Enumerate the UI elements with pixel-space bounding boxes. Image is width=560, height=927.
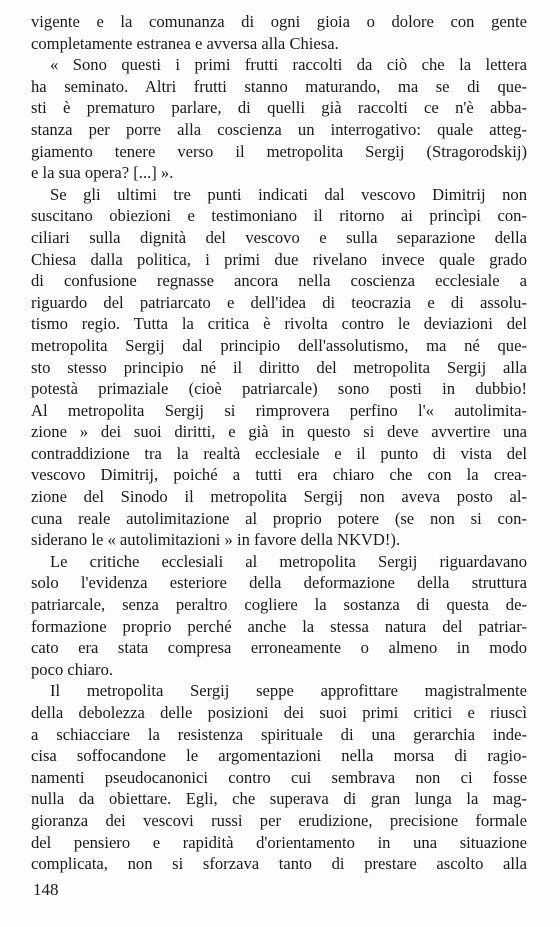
text-line: poco chiaro. — [31, 659, 114, 679]
text-line: potestà primaziale (cioè patriarcale) sono posti in dubbio! — [31, 379, 527, 399]
text-line: cato era stata compresa erroneamente o almeno in modo — [31, 638, 527, 658]
text-line: della debolezza delle posizioni dei suoi primi critici e riuscì — [31, 703, 527, 722]
text-line: solo l'evidenza esteriore della deformazione della struttura — [31, 573, 527, 593]
text-line: formazione proprio perché anche la stessa natura del patriar- — [31, 616, 527, 636]
text-line: zione del Sinodo il metropolita Sergij non aveva posto al- — [31, 487, 527, 507]
text-line: cisa soffocandone le argomentazioni nella morsa di ragio- — [31, 746, 527, 766]
text-line: tismo regio. Tutta la critica è rivolta contro le deviazioni del — [31, 314, 527, 334]
text-line: namenti pseudocanonici contro cui sembrava non ci fosse — [31, 767, 527, 787]
text-line: sto stesso principio né il diritto del metropolita Sergij alla — [31, 357, 527, 377]
text-line: e la sua opera? [...] ». — [31, 163, 174, 183]
paragraph — [31, 184, 527, 551]
text-line: gioranza dei vescovi russi per erudizione, precisione formale — [31, 810, 527, 830]
text-line: giamento tenere verso il metropolita Sergij (Stragorodskij) — [31, 141, 527, 161]
text-line: vigente e la comunanza di ogni gioia o dolore con gente — [31, 12, 527, 31]
paragraph — [31, 11, 527, 54]
text-line: nulla da obiettare. Egli, che superava di gran lunga la mag- — [31, 789, 527, 809]
text-line: completamente estranea e avversa alla Chiesa. — [31, 33, 339, 53]
text-line: Chiesa dalla politica, i primi due rivelano invece quale grado — [31, 249, 527, 269]
text-line: Il metropolita Sergij seppe approfittare magistralmente — [50, 681, 527, 701]
text-line: riguardo del patriarcato e dell'idea di teocrazia e di assolu- — [31, 292, 527, 312]
text-line: ciliari sulla dignità del vescovo e sulla separazione della — [31, 227, 527, 247]
text-line: contraddizione tra la realtà ecclesiale e il punto di vista del — [31, 443, 527, 463]
paragraph — [31, 54, 527, 184]
paragraph — [31, 680, 527, 874]
body-text — [31, 11, 527, 875]
text-line: patriarcale, senza peraltro cogliere la sostanza di questa de- — [31, 595, 527, 615]
text-line: stanza per porre alla coscienza un interrogativo: quale atteg- — [31, 119, 527, 139]
text-line: metropolita Sergij dal principio dell'assolutismo, ma né que- — [31, 335, 527, 355]
paragraph — [31, 551, 527, 681]
text-line: complicata, non si sforzava tanto di prestare ascolto alla — [31, 854, 527, 874]
text-line: suscitano obiezioni e testimoniano il ritorno ai princìpi con- — [31, 206, 527, 226]
text-line: zione » dei suoi diritti, e già in questo si deve avvertire una — [31, 422, 527, 442]
text-line: « Sono questi i primi frutti raccolti da ciò che la lettera — [50, 55, 527, 75]
text-line: Se gli ultimi tre punti indicati dal vescovo Dimitrij non — [50, 184, 527, 204]
text-line: cuna reale autolimitazione al proprio potere (se non si con- — [31, 508, 527, 528]
page-number: 148 — [33, 880, 59, 899]
text-line: vescovo Dimitrij, poiché a tutti era chiaro che con la crea- — [31, 465, 527, 485]
text-line: sti è prematuro parlare, di quelli già raccolti ce n'è abba- — [31, 98, 527, 118]
text-line: a schiacciare la resistenza spirituale di una gerarchia inde- — [31, 724, 527, 744]
text-line: siderano le « autolimitazioni » in favore della NKVD!). — [31, 530, 401, 550]
text-line: di confusione regnasse ancora nella coscienza ecclesiale a — [31, 271, 527, 291]
text-line: Le critiche ecclesiali al metropolita Sergij riguardavano — [50, 551, 527, 571]
text-line: del pensiero e rapidità d'orientamento in una situazione — [31, 832, 527, 852]
text-line: ha seminato. Altri frutti stanno maturando, ma se di que- — [31, 76, 527, 96]
text-line: Al metropolita Sergij si rimprovera perfino l'« autolimita- — [31, 400, 527, 420]
